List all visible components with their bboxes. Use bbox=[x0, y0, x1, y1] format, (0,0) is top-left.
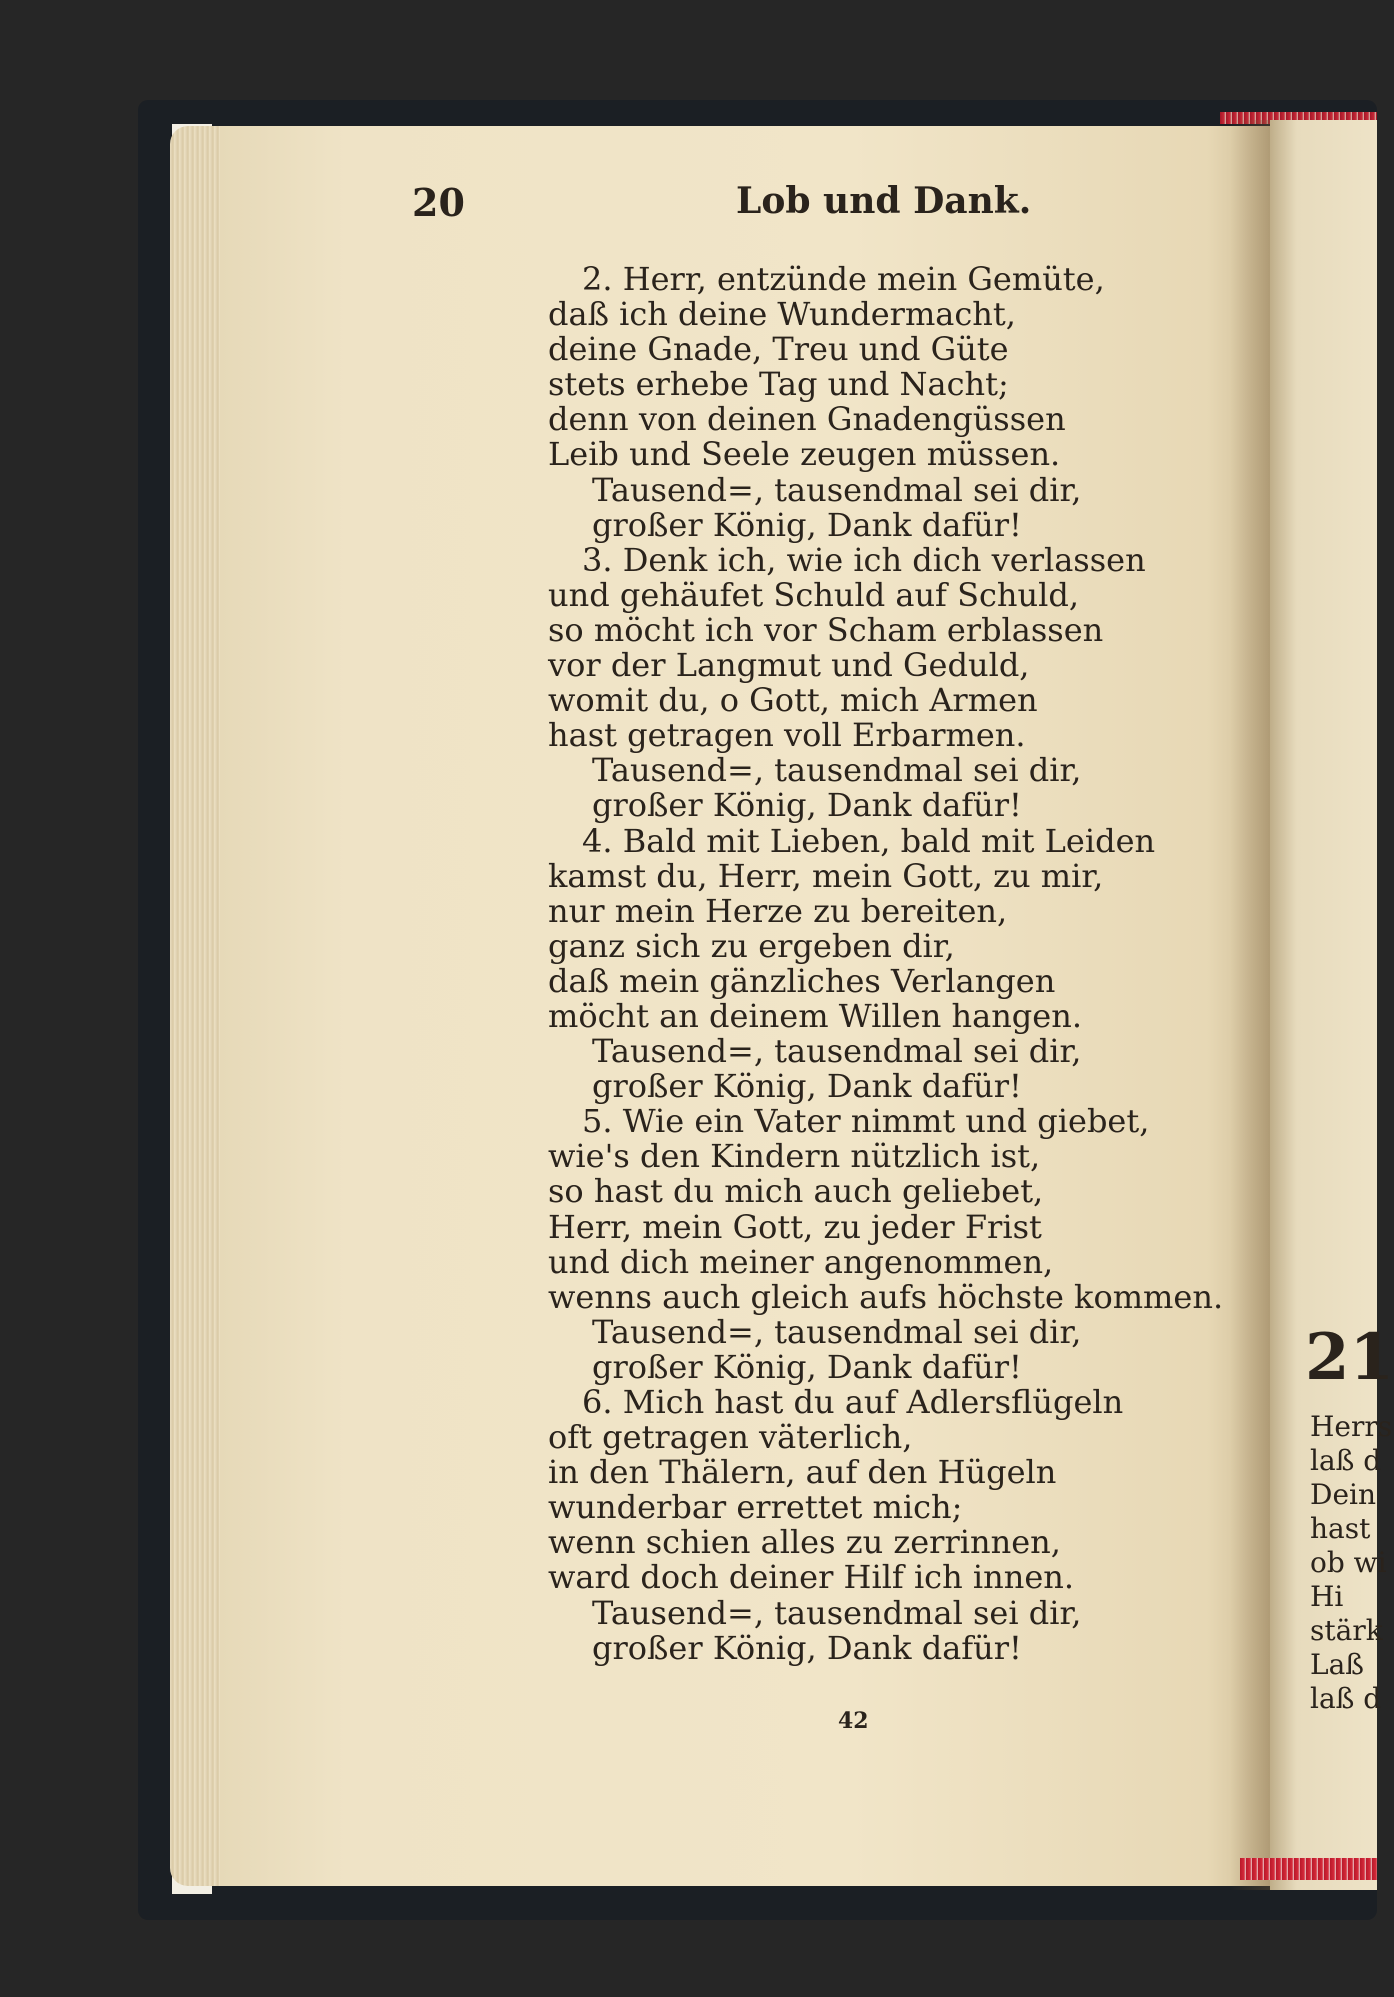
verse-line: und dich meiner angenommen, bbox=[548, 1242, 1054, 1281]
verse-line: 4. Bald mit Lieben, bald mit Leiden bbox=[582, 821, 1156, 860]
refrain-line: Tausend=, tausendmal sei dir, bbox=[592, 1593, 1082, 1632]
verse-line: 3. Denk ich, wie ich dich verlassen bbox=[582, 540, 1146, 579]
page-number: 20 bbox=[412, 180, 465, 225]
verse-line: ganz sich zu ergeben dir, bbox=[548, 926, 955, 965]
verse-line: denn von deinen Gnadengüssen bbox=[548, 400, 1066, 439]
verse-line: wunderbar errettet mich; bbox=[548, 1488, 963, 1527]
verse-line: vor der Langmut und Geduld, bbox=[548, 646, 1030, 685]
signature-mark: 42 bbox=[838, 1708, 869, 1734]
refrain-line: großer König, Dank dafür! bbox=[592, 1628, 1022, 1667]
verse-line: wenn schien alles zu zerrinnen, bbox=[548, 1523, 1061, 1562]
verse-line: wie's den Kindern nützlich ist, bbox=[548, 1137, 1041, 1176]
next-page-line: stärk bbox=[1310, 1614, 1383, 1647]
refrain-line: Tausend=, tausendmal sei dir, bbox=[592, 1312, 1082, 1351]
next-hymn-number: 21 bbox=[1305, 1320, 1394, 1395]
verse-line: deine Gnade, Treu und Güte bbox=[548, 330, 1009, 369]
verse-line: und gehäufet Schuld auf Schuld, bbox=[548, 575, 1080, 614]
verse-line: stets erhebe Tag und Nacht; bbox=[548, 365, 1009, 404]
next-page-line: Hi bbox=[1310, 1580, 1344, 1613]
verse-line: so möcht ich vor Scham erblassen bbox=[548, 610, 1104, 649]
refrain-line: großer König, Dank dafür! bbox=[592, 505, 1022, 544]
verse-line: Leib und Seele zeugen müssen. bbox=[548, 435, 1061, 474]
next-page-line: ob wi bbox=[1310, 1546, 1387, 1579]
verse-line: womit du, o Gott, mich Armen bbox=[548, 681, 1038, 720]
refrain-line: großer König, Dank dafür! bbox=[592, 1347, 1022, 1386]
verse-line: wenns auch gleich aufs höchste kommen. bbox=[548, 1277, 1224, 1316]
spine-shadow bbox=[1230, 120, 1270, 1890]
verse-line: hast getragen voll Erbarmen. bbox=[548, 716, 1026, 755]
next-page-line: laß d bbox=[1310, 1682, 1382, 1715]
verse-line: daß ich deine Wundermacht, bbox=[548, 295, 1016, 334]
hymn-text bbox=[548, 260, 1224, 1667]
verse-line: möcht an deinem Willen hangen. bbox=[548, 996, 1082, 1035]
refrain-line: Tausend=, tausendmal sei dir, bbox=[592, 751, 1082, 790]
verse-line: kamst du, Herr, mein Gott, zu mir, bbox=[548, 856, 1104, 895]
verse-line: ward doch deiner Hilf ich innen. bbox=[548, 1558, 1075, 1597]
running-title: Lob und Dank. bbox=[736, 180, 1032, 222]
verse-line: so hast du mich auch geliebet, bbox=[548, 1172, 1044, 1211]
refrain-line: Tausend=, tausendmal sei dir, bbox=[592, 1032, 1082, 1071]
verse-line: nur mein Herze zu bereiten, bbox=[548, 891, 1008, 930]
refrain-line: großer König, Dank dafür! bbox=[592, 1067, 1022, 1106]
verse-line: 2. Herr, entzünde mein Gemüte, bbox=[582, 260, 1105, 298]
verse-line: oft getragen väterlich, bbox=[548, 1418, 913, 1457]
next-page-line: Laß bbox=[1310, 1648, 1364, 1681]
verse-line: 6. Mich hast du auf Adlersflügeln bbox=[582, 1383, 1124, 1421]
next-page-line: hast bbox=[1310, 1512, 1371, 1545]
verse-line: Herr, mein Gott, zu jeder Frist bbox=[548, 1207, 1042, 1246]
next-page-text bbox=[1310, 1410, 1392, 1716]
refrain-line: Tausend=, tausendmal sei dir, bbox=[592, 470, 1082, 509]
next-page-line: laß d bbox=[1310, 1444, 1382, 1477]
verse-line: in den Thälern, auf den Hügeln bbox=[548, 1453, 1057, 1492]
ribbon-bookmark-bottom bbox=[1240, 1858, 1377, 1880]
next-page-line: Dein bbox=[1310, 1478, 1377, 1511]
verse-line: daß mein gänzliches Verlangen bbox=[548, 961, 1056, 1000]
refrain-line: großer König, Dank dafür! bbox=[592, 786, 1022, 825]
page-header bbox=[0, 180, 1377, 240]
next-page-line: Herrs bbox=[1310, 1410, 1393, 1443]
verse-line: 5. Wie ein Vater nimmt und giebet, bbox=[582, 1102, 1150, 1141]
